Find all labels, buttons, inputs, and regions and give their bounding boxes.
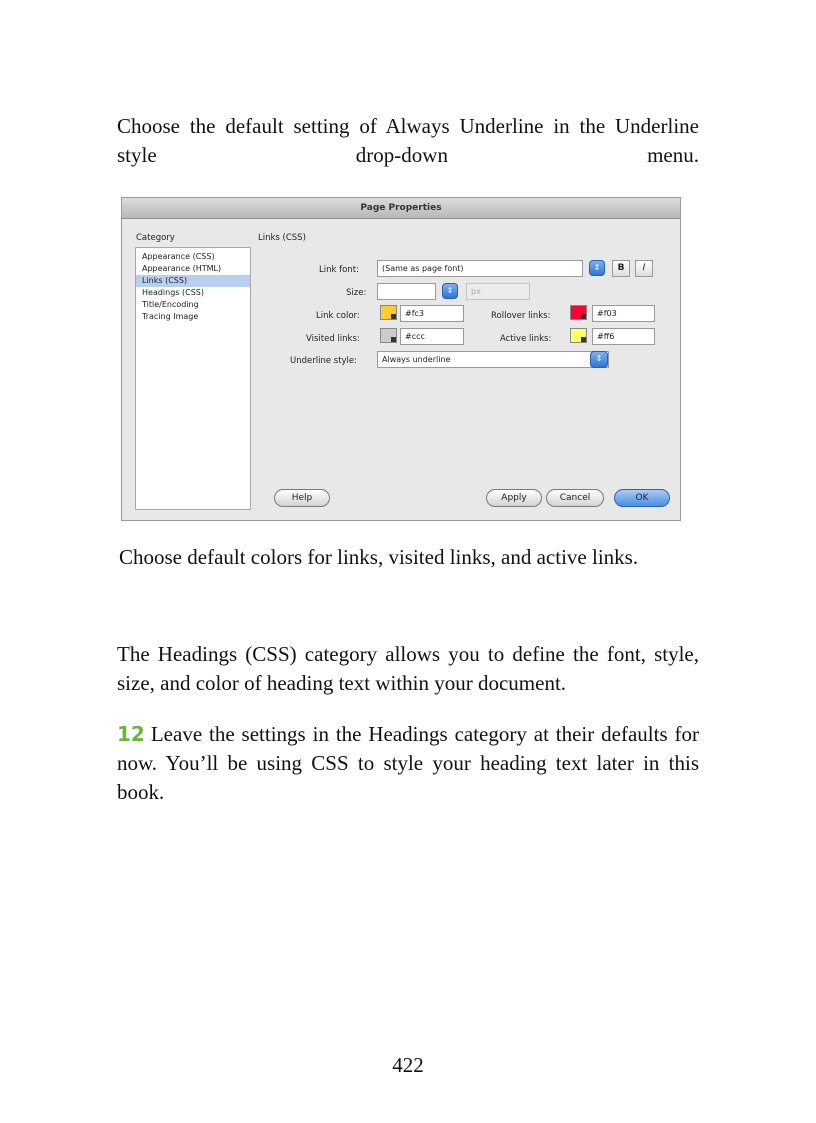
step-number: 12 (117, 722, 145, 746)
category-header: Category (136, 233, 175, 243)
link-color-input[interactable]: #fc3 (400, 305, 464, 322)
size-input[interactable] (377, 283, 436, 300)
category-item[interactable]: Tracing Image (142, 312, 199, 321)
italic-button[interactable]: I (635, 260, 653, 277)
step-12-text: Leave the settings in the Headings category at their defaults for now. You’ll be using CSS to style your heading text later in this book. (117, 722, 699, 804)
intro-paragraph: Choose the default setting of Always Underline in the Underline style drop-down menu. (117, 114, 699, 167)
headings-paragraph: The Headings (CSS) category allows you to define the font, style, size, and color of heading text within your document. (117, 642, 699, 695)
active-color-input[interactable]: #ff6 (592, 328, 655, 345)
link-font-label: Link font: (319, 265, 359, 275)
underline-style-label: Underline style: (290, 356, 358, 366)
category-item[interactable]: Appearance (HTML) (142, 264, 222, 273)
link-color-label: Link color: (316, 311, 360, 321)
link-font-select[interactable]: (Same as page font) (377, 260, 583, 277)
link-color-swatch[interactable] (380, 305, 397, 320)
underline-style-select[interactable]: Always underline (377, 351, 609, 368)
active-color-swatch[interactable] (570, 328, 587, 343)
step-12-paragraph (117, 720, 699, 807)
cancel-button[interactable]: Cancel (546, 489, 604, 507)
size-dropdown-icon[interactable]: ⇕ (442, 283, 458, 299)
screenshot-caption: Choose default colors for links, visited links, and active links. (119, 545, 639, 569)
category-list (135, 247, 251, 510)
category-item-selected[interactable]: Links (CSS) (136, 275, 250, 287)
visited-links-label: Visited links: (306, 334, 360, 344)
dialog-title: Page Properties (122, 198, 680, 219)
ok-button[interactable]: OK (614, 489, 670, 507)
category-item[interactable]: Appearance (CSS) (142, 252, 215, 261)
page-properties-dialog (121, 197, 681, 521)
rollover-color-input[interactable]: #f03 (592, 305, 655, 322)
rollover-color-swatch[interactable] (570, 305, 587, 320)
bold-button[interactable]: B (612, 260, 630, 277)
category-item[interactable]: Title/Encoding (142, 300, 199, 309)
page-number: 422 (392, 1053, 424, 1077)
section-header: Links (CSS) (258, 233, 306, 243)
visited-color-input[interactable]: #ccc (400, 328, 464, 345)
category-item[interactable]: Headings (CSS) (142, 288, 204, 297)
underline-style-dropdown-icon[interactable]: ⇕ (590, 351, 608, 368)
link-font-dropdown-icon[interactable]: ⇕ (589, 260, 605, 276)
visited-color-swatch[interactable] (380, 328, 397, 343)
size-unit-select: px (466, 283, 530, 300)
rollover-links-label: Rollover links: (491, 311, 551, 321)
size-label: Size: (346, 288, 367, 298)
apply-button[interactable]: Apply (486, 489, 542, 507)
help-button[interactable]: Help (274, 489, 330, 507)
active-links-label: Active links: (500, 334, 552, 344)
